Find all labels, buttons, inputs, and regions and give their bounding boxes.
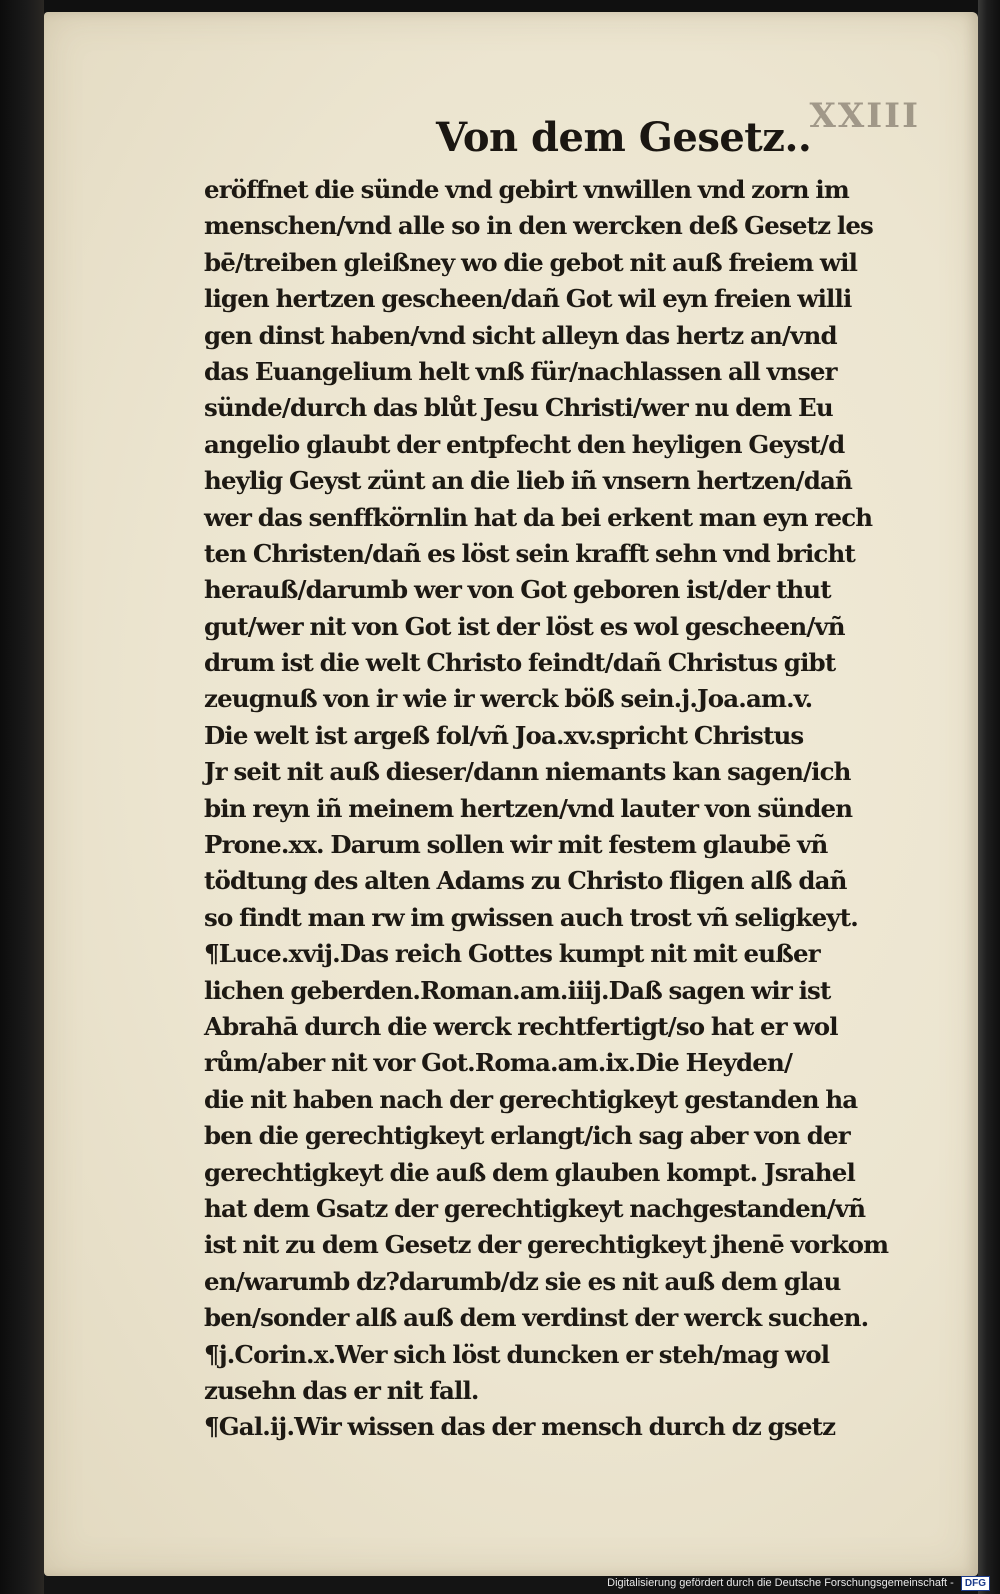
text-line: zeugnuß von ir wie ir werck böß sein.j.Joa.am.v.: [204, 684, 813, 714]
text-line: ¶Gal.ij.Wir wissen das der mensch durch dz gsetz: [204, 1412, 836, 1442]
text-line: die nit haben nach der gerechtigkeyt gestanden ha: [204, 1084, 858, 1114]
text-line: ben/sonder alß auß dem verdinst der werck suchen.: [204, 1303, 869, 1333]
text-line: gut/wer nit von Got ist der löst es wol gescheen/vñ: [204, 611, 845, 641]
bleed-through-folio-number: XXIII: [809, 96, 920, 136]
text-line: heylig Geyst zünt an die lieb iñ vnsern hertzen/dañ: [204, 466, 853, 496]
text-line: gerechtigkeyt die auß dem glauben kompt. Jsrahel: [204, 1157, 855, 1187]
text-line: ligen hertzen gescheen/dañ Got wil eyn freien willi: [204, 284, 852, 314]
text-line: drum ist die welt Christo feindt/dañ Christus gibt: [204, 648, 836, 678]
text-line: lichen geberden.Roman.am.iiij.Daß sagen wir ist: [204, 975, 831, 1005]
text-line: menschen/vnd alle so in den wercken deß Gesetz les: [204, 211, 873, 241]
text-line: hat dem Gsatz der gerechtigkeyt nachgestanden/vñ: [204, 1193, 866, 1223]
book-page: [44, 12, 978, 1576]
text-line: Prone.xx. Darum sollen wir mit festem glaubē vñ: [204, 830, 828, 860]
scan-top-edge: [0, 0, 1000, 12]
text-line: eröffnet die sünde vnd gebirt vnwillen vnd zorn im: [204, 175, 849, 204]
text-line: rům/aber nit vor Got.Roma.am.ix.Die Heyden/: [204, 1048, 793, 1078]
text-line: sünde/durch das blůt Jesu Christi/wer nu dem Eu: [204, 393, 833, 423]
dfg-logo: DFG: [961, 1576, 990, 1591]
text-line: herauß/darumb wer von Got geboren ist/der thut: [204, 575, 831, 605]
book-fore-edge: [978, 0, 1000, 1594]
text-line: ist nit zu dem Gesetz der gerechtigkeyt jhenē vorkom: [204, 1230, 889, 1260]
text-line: gen dinst haben/vnd sicht alleyn das hertz an/vnd: [204, 320, 837, 350]
text-line: tödtung des alten Adams zu Christo fligen alß dañ: [204, 866, 847, 896]
text-line: Jr seit nit auß dieser/dann niemants kan sagen/ich: [204, 757, 851, 787]
text-line: ten Christen/dañ es löst sein krafft sehn vnd bricht: [204, 538, 855, 568]
credit-text: Digitalisierung gefördert durch die Deutsche Forschungsgemeinschaft -: [607, 1577, 954, 1589]
text-line: Die welt ist argeß fol/vñ Joa.xv.spricht Christus: [204, 720, 804, 750]
body-text: [204, 172, 964, 1446]
text-line: bē/treiben gleißney wo die gebot nit auß freiem wil: [204, 247, 858, 277]
book-binding-edge: [0, 0, 44, 1594]
text-line: wer das senffkörnlin hat da bei erkent man eyn rech: [204, 502, 873, 532]
text-line: en/warumb dz?darumb/dz sie es nit auß dem glau: [204, 1266, 841, 1296]
text-line: ben die gerechtigkeyt erlangt/ich sag aber von der: [204, 1121, 850, 1151]
text-line: das Euangelium helt vnß für/nachlassen all vnser: [204, 356, 837, 386]
text-line: angelio glaubt der entpfecht den heyligen Geyst/d: [204, 429, 845, 459]
text-line: bin reyn iñ meinem hertzen/vnd lauter von sünden: [204, 793, 853, 823]
digitization-credit: [607, 1574, 990, 1592]
text-line: so findt man rw im gwissen auch trost vñ seligkeyt.: [204, 902, 858, 932]
text-line: ¶Luce.xvij.Das reich Gottes kumpt nit mit eußer: [204, 939, 820, 969]
page-heading: Von dem Gesetz..: [436, 114, 812, 161]
text-line: Abrahā durch die werck rechtfertigt/so hat er wol: [204, 1011, 838, 1041]
text-line: zusehn das er nit fall.: [204, 1375, 479, 1405]
text-line: ¶j.Corin.x.Wer sich löst duncken er steh/mag wol: [204, 1339, 830, 1369]
